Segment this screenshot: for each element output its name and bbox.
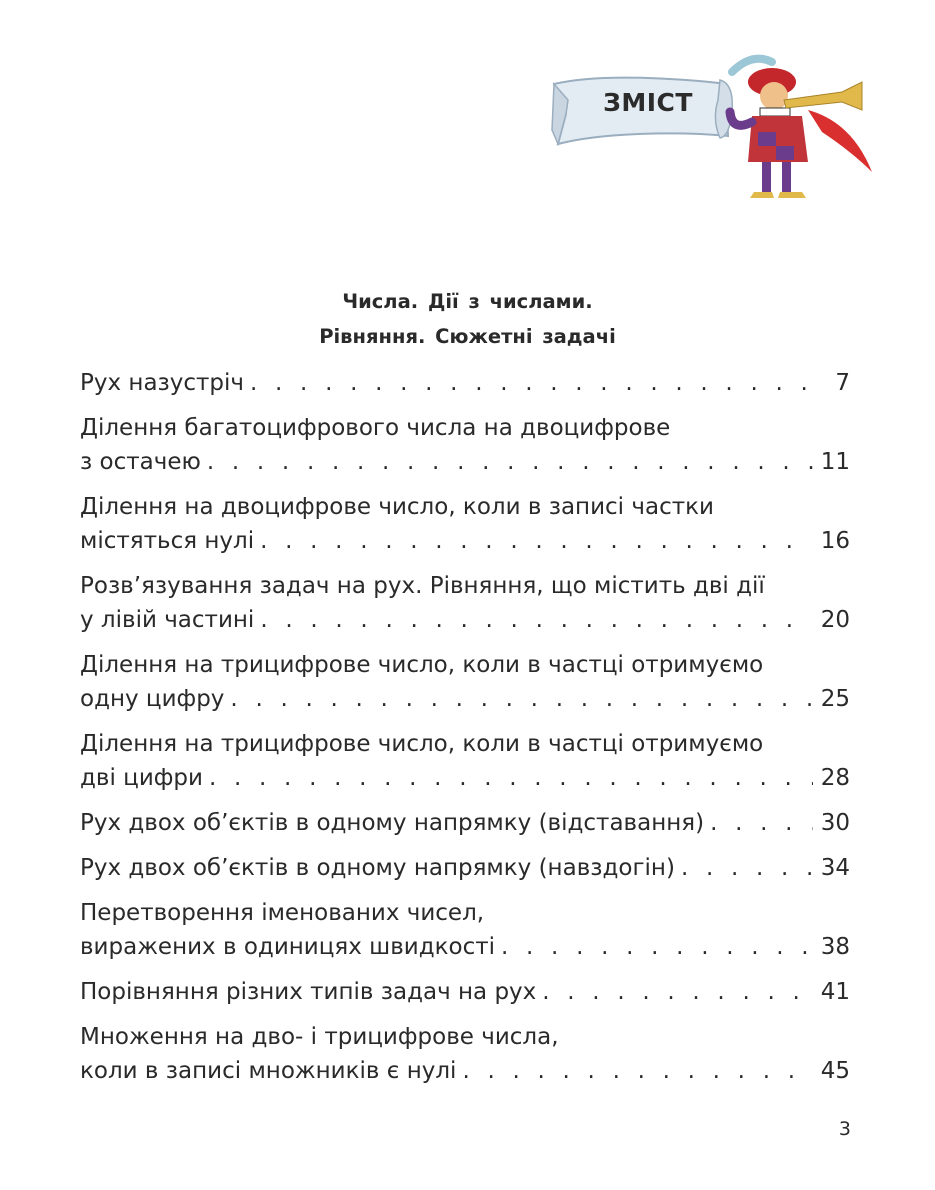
toc-entry-title-line: виражених в одиницях швидкості	[80, 934, 496, 960]
toc-entry-title-line: Ділення на двоцифрове число, коли в записі частки	[80, 494, 714, 520]
toc-entry-title-line: Рух назустріч	[80, 370, 244, 396]
toc-page-number: 41	[820, 979, 850, 1005]
toc-page-number: 25	[820, 686, 850, 712]
toc-entry[interactable]	[80, 896, 850, 964]
toc-entry[interactable]	[80, 727, 850, 795]
toc-leader-dots	[207, 445, 813, 479]
toc-entry-title-line: Ділення на трицифрове число, коли в частці отримуємо	[80, 731, 764, 757]
toc-entry[interactable]	[80, 1020, 850, 1088]
toc-page-number: 7	[835, 370, 850, 396]
toc-leader-dots	[501, 930, 813, 964]
toc-leader-dots	[260, 524, 813, 558]
herald-illustration	[712, 52, 887, 212]
page-title: ЗМІСТ	[603, 88, 693, 117]
toc-leader-dots	[462, 1054, 812, 1088]
toc-entry[interactable]	[80, 851, 850, 885]
toc-page-number: 20	[820, 607, 850, 633]
toc-entry-title-line: у лівій частині	[80, 607, 255, 633]
toc-entry-title-line: одну цифру	[80, 686, 225, 712]
toc-entry-title-line: Порівняння різних типів задач на рух	[80, 979, 537, 1005]
toc-leader-dots	[710, 806, 813, 840]
toc-entry-title-line: з остачею	[80, 449, 201, 475]
toc-entry[interactable]	[80, 490, 850, 558]
toc-page-number: 11	[820, 449, 850, 475]
table-of-contents	[80, 366, 850, 1099]
toc-entry[interactable]	[80, 366, 850, 400]
toc-entry-title-line: Перетворення іменованих чисел,	[80, 900, 485, 926]
toc-entry-title-line: дві цифри	[80, 765, 203, 791]
toc-entry[interactable]	[80, 806, 850, 840]
toc-page-number: 30	[820, 810, 850, 836]
toc-leader-dots	[250, 366, 827, 400]
toc-entry[interactable]	[80, 975, 850, 1009]
toc-entry[interactable]	[80, 648, 850, 716]
toc-entry[interactable]	[80, 411, 850, 479]
toc-page-number: 45	[820, 1058, 850, 1084]
toc-page-number: 38	[820, 934, 850, 960]
toc-entry-title-line: містяться нулі	[80, 528, 255, 554]
toc-entry-title-line: коли в записі множників є нулі	[80, 1058, 457, 1084]
toc-entry-title-line: Ділення на трицифрове число, коли в частці отримуємо	[80, 652, 764, 678]
toc-leader-dots	[260, 603, 812, 637]
toc-leader-dots	[681, 851, 813, 885]
section-heading-line2: Рівняння. Сюжетні задачі	[319, 325, 616, 348]
toc-entry[interactable]	[80, 569, 850, 637]
toc-leader-dots	[230, 682, 812, 716]
toc-entry-title-line: Рух двох об’єктів в одному напрямку (навздогін)	[80, 855, 675, 881]
toc-leader-dots	[542, 975, 812, 1009]
section-heading-line1: Числа. Дії з числами.	[342, 290, 593, 313]
toc-entry-title-line: Ділення багатоцифрового числа на двоцифрове	[80, 415, 671, 441]
page-number: 3	[838, 1118, 851, 1140]
toc-page-number: 28	[820, 765, 850, 791]
toc-page-number: 34	[820, 855, 850, 881]
toc-entry-title-line: Рух двох об’єктів в одному напрямку (відставання)	[80, 810, 705, 836]
toc-page-number: 16	[820, 528, 850, 554]
toc-leader-dots	[209, 761, 813, 795]
toc-entry-title-line: Розв’язування задач на рух. Рівняння, що містить дві дії	[80, 573, 765, 599]
toc-entry-title-line: Множення на дво- і трицифрове числа,	[80, 1024, 559, 1050]
